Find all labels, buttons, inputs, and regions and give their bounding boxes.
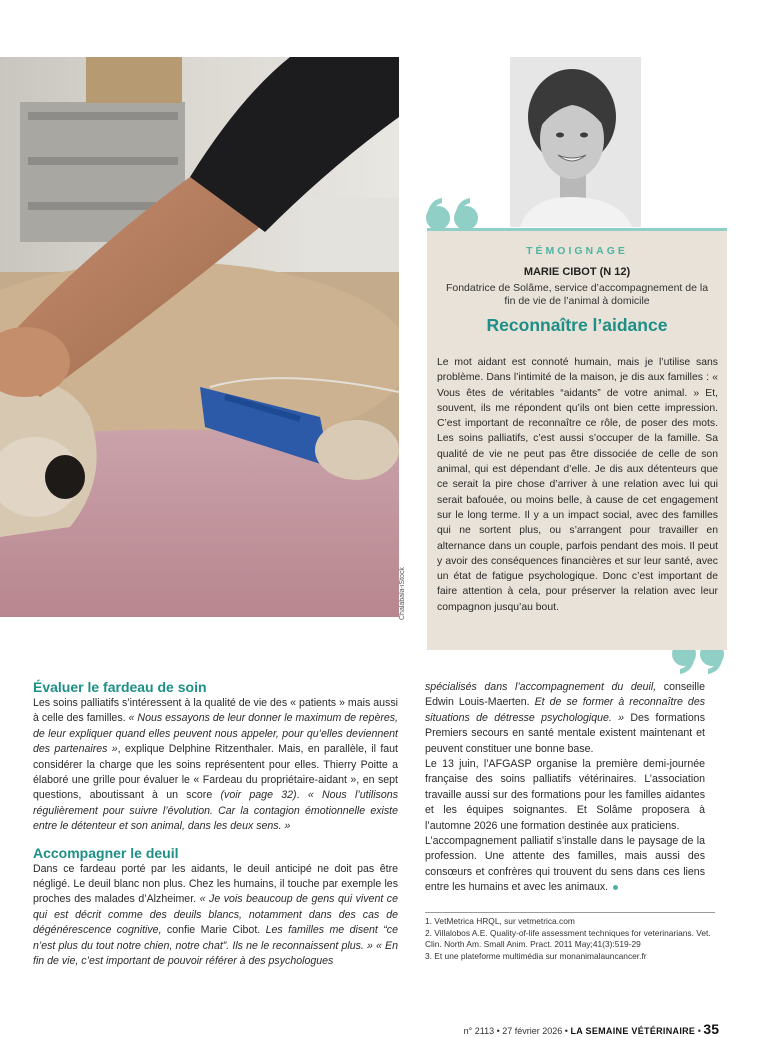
photo-credit: Chalabala-iStock [399, 567, 406, 620]
quote-span: spécialisés dans l’accompagnement du deuil, [425, 681, 657, 693]
quote-span: Et de se former à reconnaître des situations de détresse psychologique. » [425, 696, 706, 724]
right-paragraph-1 [425, 680, 705, 757]
page-reference: (voir page 32) [220, 789, 297, 802]
text-span: , explique Delphine Ritzenthaler. Mais, en parallèle, il faut considérer la charge que les soins représentent pour elles. Thierry Poitte a élaboré une grille pour évaluer le « Fardeau du propriétaire-aidant », en sept questions, aboutissant à un score [33, 743, 399, 802]
right-column [425, 680, 705, 896]
end-of-article-icon [613, 885, 618, 890]
quote-span: « Je vois beaucoup de gens qui vivent ce qui est décrit comme des deuils blancs, notamment dans des cas de dégénérescence cognitive, [33, 893, 398, 937]
footnote: 1. VetMetrica HRQL, sur vetmetrica.com [425, 916, 575, 926]
testimony-role: Fondatrice de Solâme, service d’accompagnement de la fin de vie de l’animal à domicile [445, 282, 709, 307]
quote-span: « Nous essayons de leur donner le maximum de repères, de leur expliquer quand elles peuvent nous appeler, pour qu’elles deviennent des partenaires » [33, 712, 398, 756]
portrait-image [510, 57, 641, 227]
article-photo [0, 57, 399, 617]
text-span: Des formations Premiers secours en santé mentale existent maintenant et peuvent constituer une bonne base. [425, 711, 705, 755]
text-span: Dans ce fardeau porté par les aidants, le deuil anticipé ne doit pas être négligé. Le deuil blanc non plus. Chez les humains, il touche par exemple les proches des malades d’Alzheimer. [33, 862, 398, 906]
footnote: 3. Et une plateforme multimédia sur monanimalauncancer.fr [425, 950, 647, 961]
section-paragraph-deuil [33, 862, 398, 970]
text-span: Les soins palliatifs s’intéressent à la qualité de vie des « patients » mais aussi à celle des familles. [33, 697, 398, 725]
text-span: L’accompagnement palliatif s’installe dans le paysage de la profession. Une attente des familles, mais aussi des consœurs et confrères qui trouvent du sens dans ces liens entre les humains et avec les animaux. [425, 835, 705, 894]
quote-span: Les familles me disent “ce n’est plus du tout notre chien, notre chat”. Ils ne le reconnaissent plus. » « En fin de vie, c’est important de pouvoir référer à des psychologues [33, 924, 398, 968]
quote-span: « Nous l’utilisons régulièrement pour suivre l’évolution. Car la contagion émotionnelle existe entre le détenteur et son animal, dans les deux sens. » [33, 789, 398, 833]
testimony-name: MARIE CIBOT (N 12) [523, 266, 631, 278]
testimony-body: Le mot aidant est connoté humain, mais je l’utilise sans problème. Dans l’intimité de la maison, je dis aux familles : « Vous êtes de véritables “aidants” de votre animal. » Et, souvent, ils me répondent qu’ils ont bien cette impression. C’est important de reconnaître ce rôle, de poser des mots. Les soins palliatifs, c’est aussi s’occuper de la famille. Sa qualité de vie ne peut pas être dissociée de celle de son animal, qui est dépendant d’elle. Je dis aux détenteurs que ce serait la pire chose d’arriver à une relation avec lui qui serait bafouée, ou moins belle, à cause de cet engagement sur le long terme. Il y a un impact social, avec des familles qui ne sortent plus, ou s’arrangent pour travailler en alternance dans un couple, parfois pendant des mois. Il peut y avoir des conséquences financières et sur leur santé, avec un état de fatigue psychologique. Donc c’est important de faire attention à cela, pour préserver la relation avec leur compagnon jusqu’au bout. [437, 357, 718, 613]
left-column [33, 678, 398, 970]
footnotes [425, 912, 715, 962]
page-number: 35 [703, 1021, 719, 1037]
open-quote-icon [424, 196, 484, 232]
text-span: conseille Edwin Louis-Maerten. [425, 681, 705, 709]
author-portrait [510, 57, 641, 227]
page-footer [440, 1021, 719, 1037]
dog-iv-photo [0, 57, 399, 617]
testimony-kicker: TÉMOIGNAGE [526, 245, 628, 257]
section-paragraph-evaluer [33, 696, 398, 835]
spacer [33, 835, 398, 844]
footnote: 2. Villalobos A.E. Quality-of-life assessment techniques for veterinarians. Vet. Clin. North Am. Small Anim. Pract. 2011 May;41(3):519-29 [425, 927, 711, 949]
issue-date: n° 2113 • 27 février 2026 • [463, 1026, 568, 1036]
testimony-box [427, 228, 727, 650]
text-span: . [296, 789, 308, 802]
right-paragraph-3 [425, 834, 705, 896]
section-heading-evaluer: Évaluer le fardeau de soin [33, 679, 207, 695]
testimony-title: Reconnaître l’aidance [486, 315, 668, 335]
footer-separator: • [697, 1026, 701, 1036]
magazine-name: LA SEMAINE VÉTÉRINAIRE [570, 1026, 696, 1036]
right-paragraph-2: Le 13 juin, l’AFGASP organise la première demi-journée française des soins palliatifs vétérinaires. L’association travaille aussi sur des formations pour les familles aidantes et les équipes soignantes. Et Solâme proposera à l’automne 2026 une formation destinée aux praticiens. [425, 758, 705, 832]
section-heading-deuil: Accompagner le deuil [33, 844, 179, 861]
text-span: confie Marie Cibot. [161, 924, 266, 937]
